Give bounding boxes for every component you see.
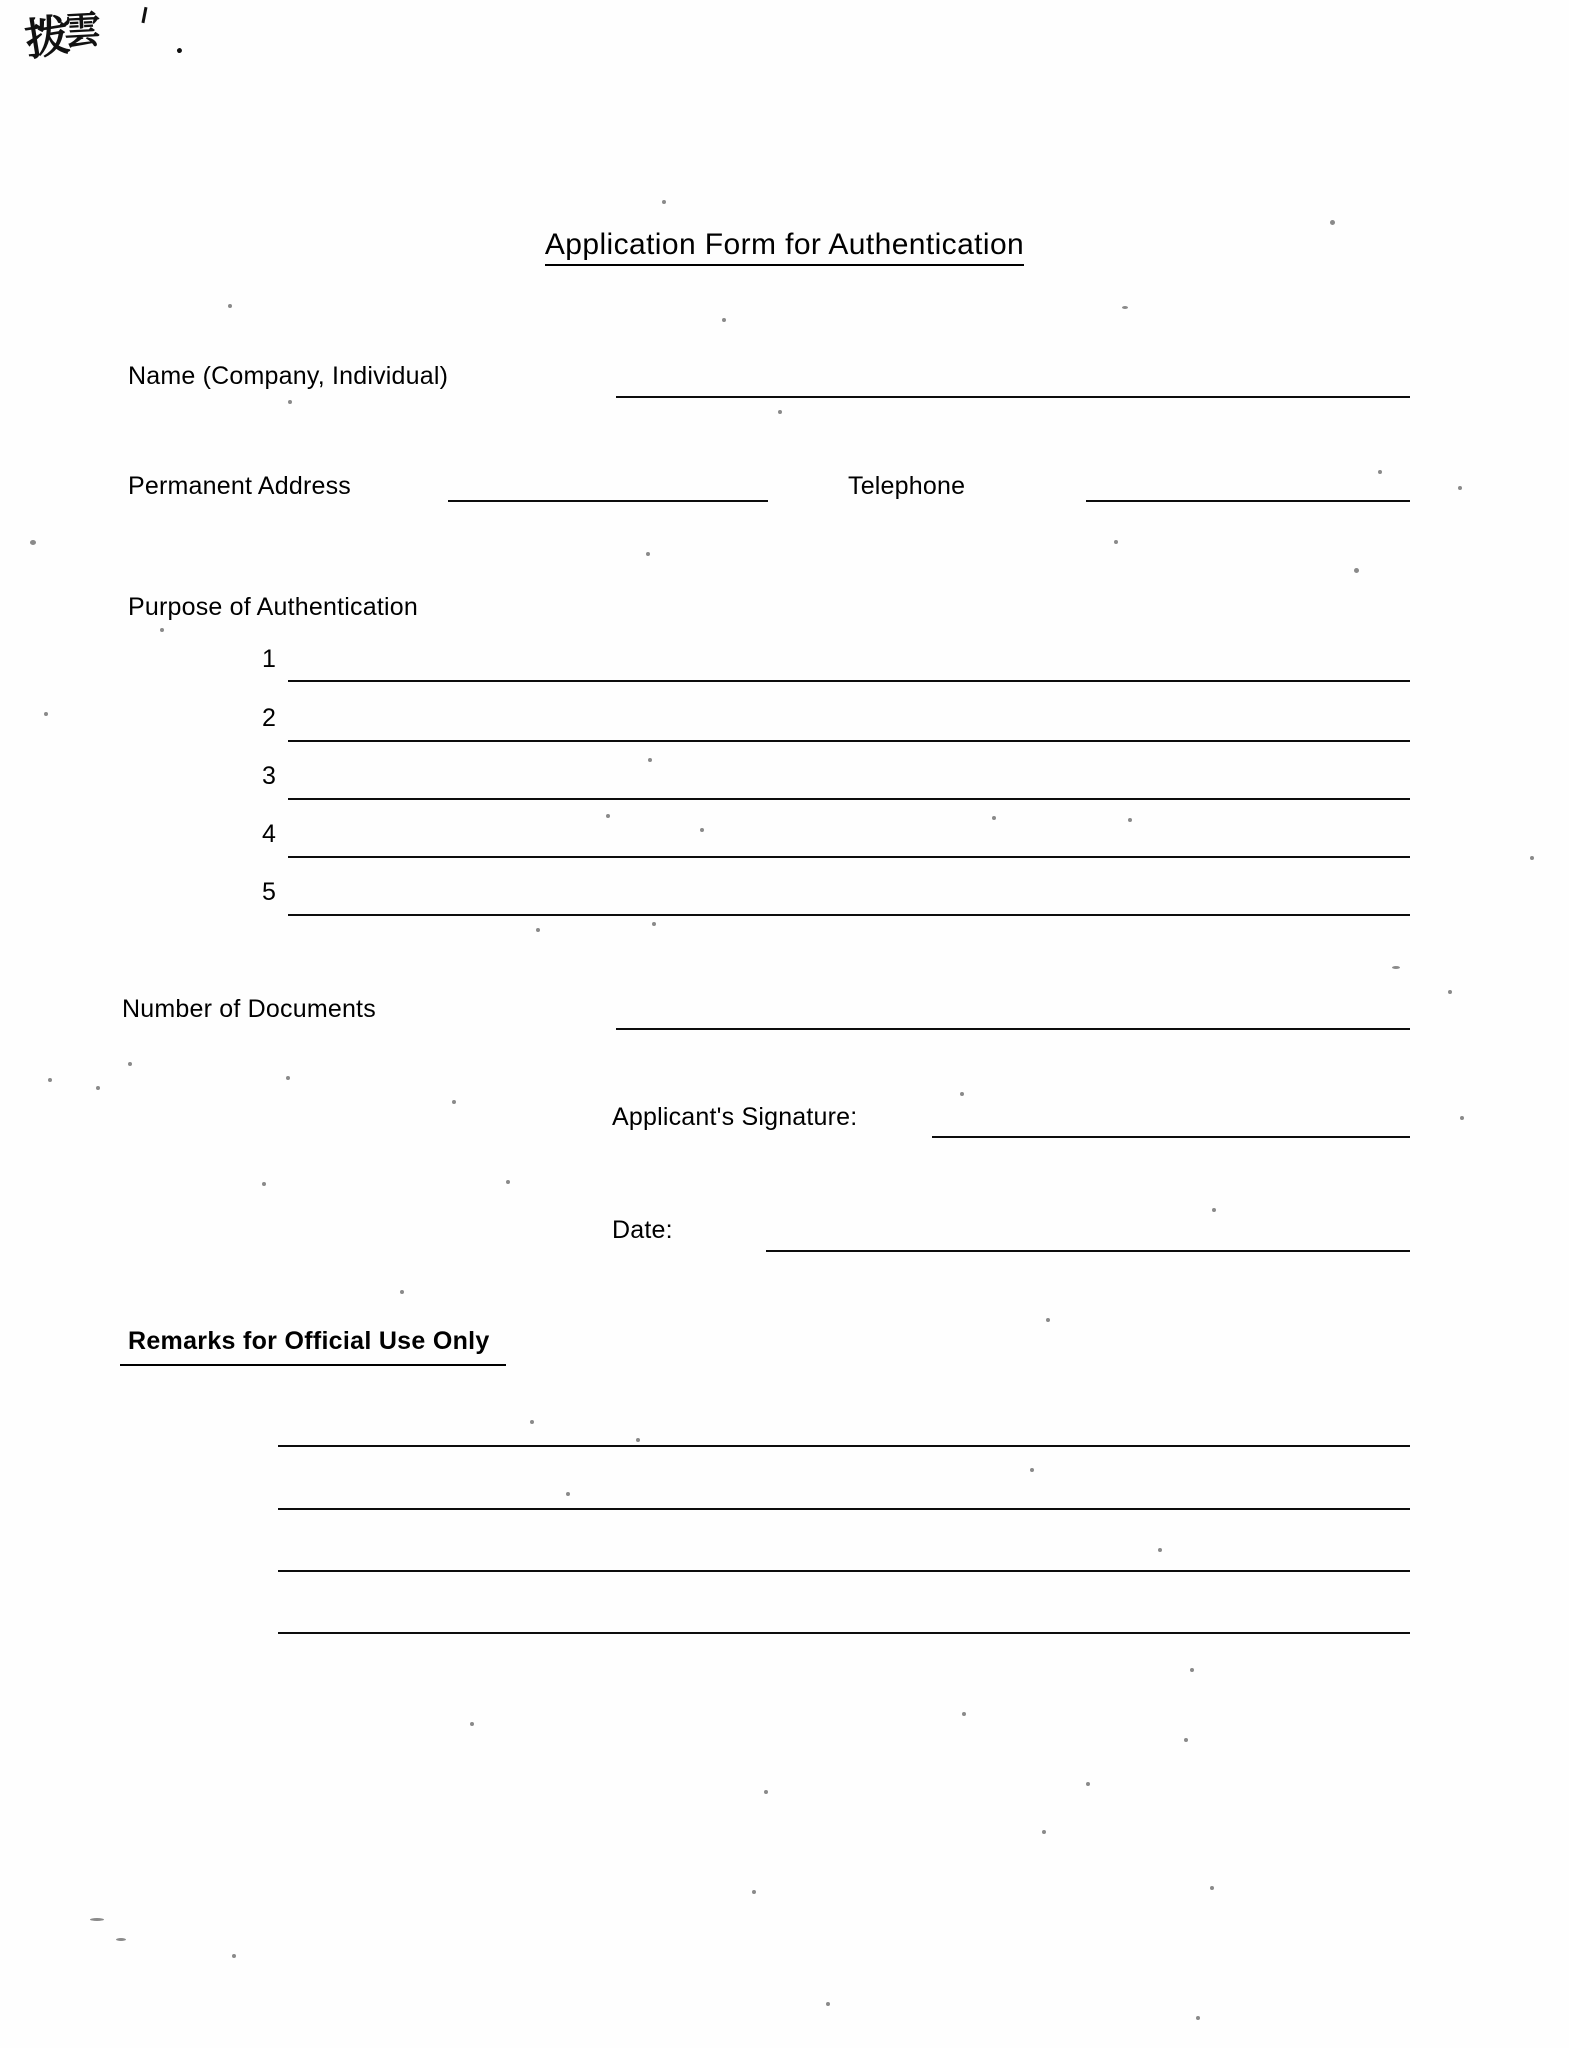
scan-speck: [662, 200, 666, 204]
remarks-input-line-3[interactable]: [278, 1570, 1410, 1572]
scan-speck: [1086, 1782, 1090, 1786]
date-input-line[interactable]: [766, 1250, 1410, 1252]
permanent-address-input-line[interactable]: [448, 500, 768, 502]
purpose-label: Purpose of Authentication: [128, 593, 418, 621]
scan-speck: [44, 712, 48, 716]
scan-speck: [826, 2002, 830, 2006]
scan-speck: [160, 628, 164, 632]
telephone-label: Telephone: [848, 472, 966, 500]
number-of-documents-label: Number of Documents: [122, 995, 376, 1023]
scan-speck: [606, 814, 610, 818]
page-title-text: Application Form for Authentication: [545, 228, 1024, 266]
scan-speck: [1530, 856, 1534, 860]
purpose-item-number: 4: [262, 820, 276, 848]
scan-speck: [30, 540, 36, 545]
scan-speck: [1448, 990, 1452, 994]
scan-speck: [1046, 1318, 1050, 1322]
scan-speck: [1354, 568, 1359, 573]
scan-speck: [636, 1438, 640, 1442]
scan-speck: [1460, 1116, 1464, 1120]
scan-speck: [1378, 470, 1382, 474]
purpose-item-number: 3: [262, 762, 276, 790]
scan-speck: [646, 552, 650, 556]
scan-speck: [764, 1790, 768, 1794]
name-label: Name (Company, Individual): [128, 362, 449, 390]
scan-speck: [1114, 540, 1118, 544]
purpose-item-number: 1: [262, 645, 276, 673]
scan-speck: [116, 1938, 126, 1941]
scan-speck: [96, 1086, 100, 1090]
scan-speck: [1330, 220, 1335, 225]
remarks-heading: Remarks for Official Use Only: [128, 1327, 490, 1355]
scan-speck: [992, 816, 996, 820]
scan-speck: [1190, 1668, 1194, 1672]
scan-speck: [722, 318, 726, 322]
scan-speck: [778, 410, 782, 414]
scan-speck: [90, 1918, 104, 1921]
scan-speck: [470, 1722, 474, 1726]
scan-speck: [700, 828, 704, 832]
remarks-input-line-1[interactable]: [278, 1445, 1410, 1447]
date-label: Date:: [612, 1216, 673, 1244]
scan-speck: [262, 1182, 266, 1186]
purpose-input-line-1[interactable]: [288, 680, 1410, 682]
applicant-signature-input-line[interactable]: [932, 1136, 1410, 1138]
scan-speck: [962, 1712, 966, 1716]
telephone-input-line[interactable]: [1086, 500, 1410, 502]
scan-speck: [1158, 1548, 1162, 1552]
scan-speck: [1196, 2016, 1200, 2020]
name-input-line[interactable]: [616, 396, 1410, 398]
applicant-signature-label: Applicant's Signature:: [612, 1103, 858, 1131]
scan-speck: [960, 1092, 964, 1096]
scan-speck: [536, 928, 540, 932]
scan-speck: [228, 304, 232, 308]
scan-speck: [648, 758, 652, 762]
scan-speck: [1458, 486, 1462, 490]
scan-speck: [1184, 1738, 1188, 1742]
scan-speck: [1042, 1830, 1046, 1834]
scan-speck: [506, 1180, 510, 1184]
purpose-input-line-2[interactable]: [288, 740, 1410, 742]
handwritten-stamp-icon: 拨雲: [22, 0, 183, 104]
purpose-input-line-5[interactable]: [288, 914, 1410, 916]
remarks-input-line-4[interactable]: [278, 1632, 1410, 1634]
permanent-address-label: Permanent Address: [128, 472, 351, 500]
page-title: [0, 228, 1569, 262]
scan-speck: [232, 1954, 236, 1958]
scan-speck: [1210, 1886, 1214, 1890]
scan-speck: [1128, 818, 1132, 822]
scan-speck: [286, 1076, 290, 1080]
purpose-input-line-3[interactable]: [288, 798, 1410, 800]
scan-speck: [1030, 1468, 1034, 1472]
number-of-documents-input-line[interactable]: [616, 1028, 1410, 1030]
scan-speck: [652, 922, 656, 926]
purpose-input-line-4[interactable]: [288, 856, 1410, 858]
scan-speck: [752, 1890, 756, 1894]
scan-speck: [1392, 966, 1400, 969]
scan-speck: [452, 1100, 456, 1104]
scan-speck: [566, 1492, 570, 1496]
scan-speck: [530, 1420, 534, 1424]
scan-speck: [1122, 306, 1128, 309]
scan-speck: [1212, 1208, 1216, 1212]
purpose-item-number: 2: [262, 704, 276, 732]
scan-speck: [48, 1078, 52, 1082]
purpose-item-number: 5: [262, 878, 276, 906]
scan-speck: [128, 1062, 132, 1066]
scan-speck: [400, 1290, 404, 1294]
remarks-input-line-2[interactable]: [278, 1508, 1410, 1510]
scan-speck: [288, 400, 292, 404]
